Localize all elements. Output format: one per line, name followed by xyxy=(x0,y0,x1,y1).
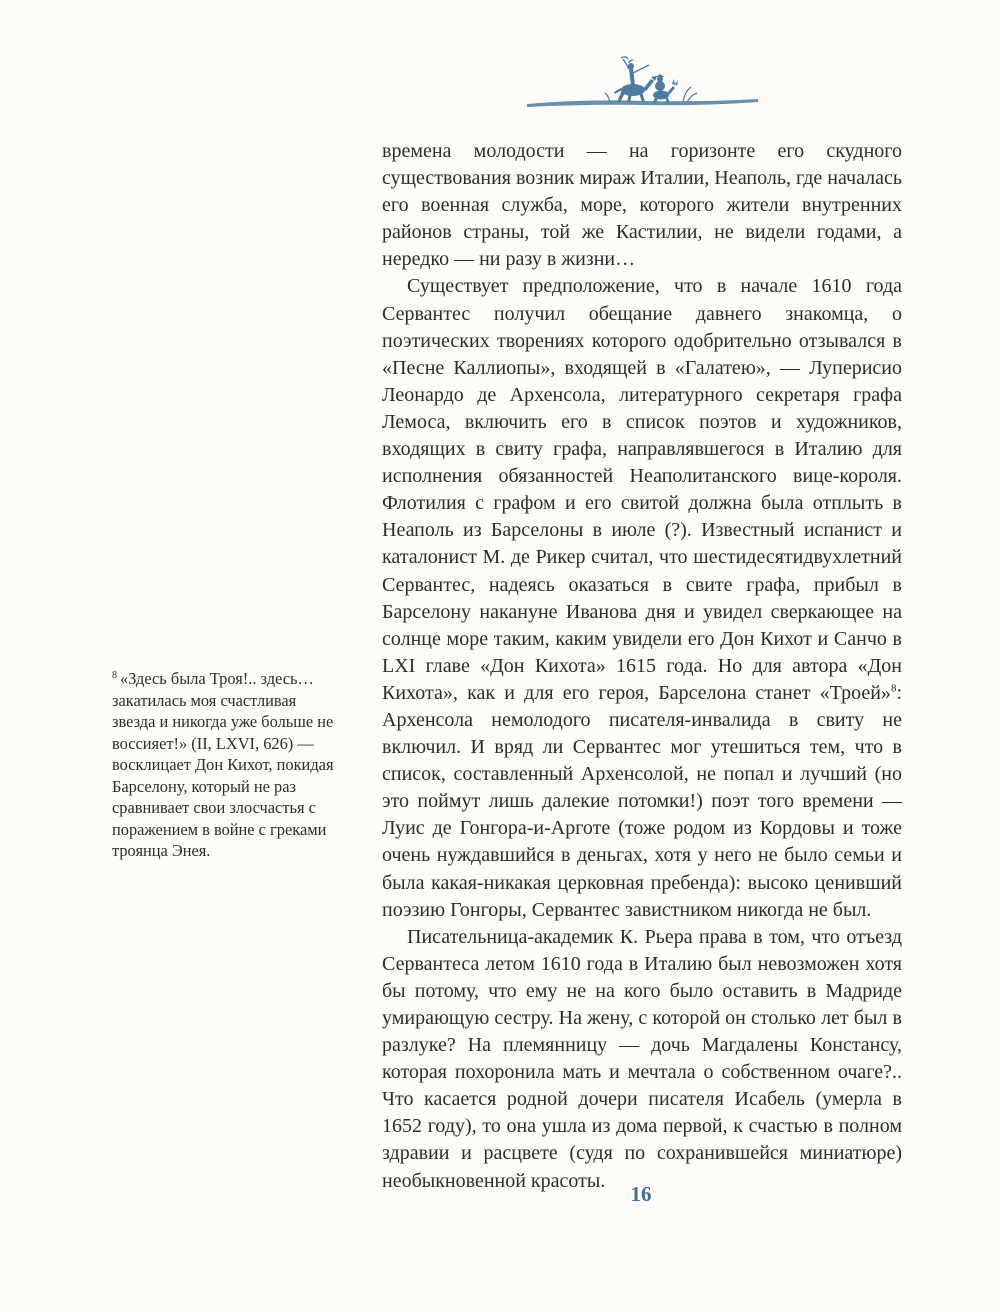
paragraph-1: времена молодости — на горизонте его скудного существования возник мираж Италии, Неаполь, где началась его военная служба, море, которого жители внутренних районов страны, той же Кастилии, не видели годами, а нередко — ни разу в жизни… xyxy=(382,140,902,271)
footnote-reference[interactable]: 8 xyxy=(890,682,897,695)
paragraph-2-text-end: : Архенсола немолодого писателя-инвалида в свиту не включил. И вряд ли Сервантес мог утешиться тем, что в список, составленный Архенсолой, не попал и лучший (но это поймут лишь далекие потомки!) поэт того времени — Луис де Гонгора-и-Арготе (тоже родом из Кордовы и тоже очень нуждавшийся в деньгах, хотя у него не было семьи и была какая-никакая церковная пребенда): высоко ценивший поэзию Гонгоры, Сервантес завистником никогда не был. xyxy=(382,681,902,921)
footnote xyxy=(112,668,340,862)
main-text-column xyxy=(382,138,902,1195)
paragraph-2-text-start: Существует предположение, что в начале 1610 года Сервантес получил обещание давнего знакомца, о поэтических творениях которого одобрительно отзывался в «Песне Каллиопы», входящей в «Галатею», — Луперисио Леонардо де Архенсола, литературного секретаря графа Лемоса, включить его в список поэтов и художников, входящих в свиту графа, направлявшегося в Италию для исполнения обязанностей Неаполитанского вице-короля. Флотилия с графом и его свитой должна была отплыть в Неаполь из Барселоны в июле (?). Известный испанист и каталонист М. де Рикер считал, что шестидесятидвухлетний Сервантес, надеясь оказаться в свите графа, прибыл в Барселону накануне Иванова дня и увидел сверкающее на солнце море таким, каким увидели его Дон Кихот и Санчо в LXI главе «Дон Кихота» 1615 года. Но для автора «Дон Кихота», как и для его героя, Барселона станет «Троей» xyxy=(382,275,902,704)
page-number: 16 xyxy=(630,1182,652,1206)
footnote-number: 8 xyxy=(112,669,117,681)
paragraph-2 xyxy=(382,273,902,923)
don-quixote-ornament-icon xyxy=(525,55,760,115)
paragraph-3: Писательница-академик К. Рьера права в том, что отъезд Сервантеса летом 1610 года в Италию был невозможен хотя бы потому, что ему не на кого было оставить в Мадриде умирающую сестру. На жену, с которой он столько лет был в разлуке? На племянницу — дочь Магдалены Констансу, которая похоронила мать и мечтала о собственном очаге?.. Что касается родной дочери писателя Исабель (умерла в 1652 году), то она ушла из дома первой, к счастью в полном здравии и расцвете (судя по сохранившейся миниатюре) необыкновенной красоты. xyxy=(382,925,902,1192)
footnote-text: «Здесь была Троя!.. здесь… закатилась моя счастливая звезда и никогда уже больше не воссияет!» (II, LXVI, 626) — восклицает Дон Кихот, покидая Барселону, который не раз сравнивает свои злосчастья с поражением в войне с греками троянца Энея. xyxy=(112,669,334,860)
